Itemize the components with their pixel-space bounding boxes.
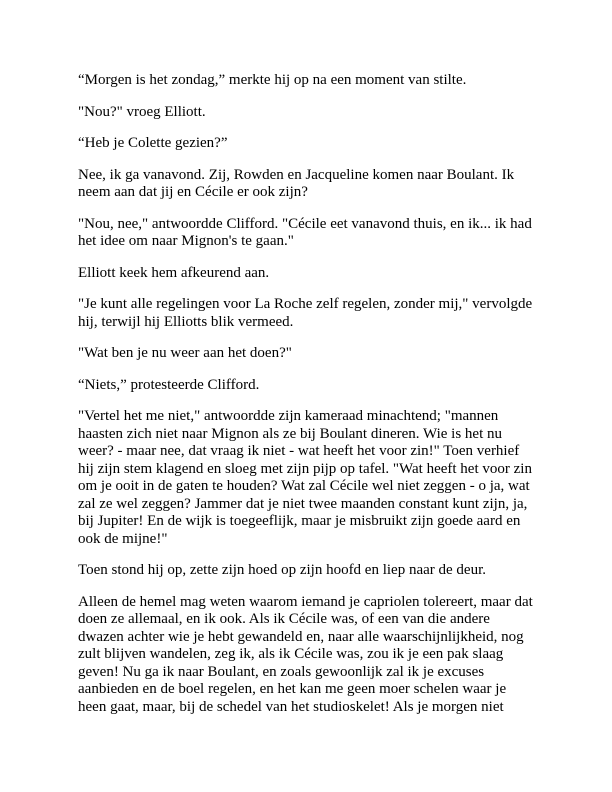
paragraph: Nee, ik ga vanavond. Zij, Rowden en Jacqueline komen naar Boulant. Ik neem aan dat jij en Cécile er ook zijn? [78, 166, 515, 200]
paragraph: Elliott keek hem afkeurend aan. [78, 264, 270, 281]
paragraph: "Nou, nee," antwoordde Clifford. "Cécile eet vanavond thuis, en ik... ik had het idee om naar Mignon's te gaan." [78, 215, 532, 249]
paragraph: "Nou?" vroeg Elliott. [78, 103, 206, 120]
paragraph: "Wat ben je nu weer aan het doen?" [78, 345, 292, 361]
paragraph: “Niets,” protesteerde Clifford. [78, 376, 260, 393]
paragraph: “Morgen is het zondag,” merkte hij op na een moment van stilte. [78, 72, 467, 88]
paragraph: "Vertel het me niet," antwoordde zijn kameraad minachtend; "mannen haasten zich niet naar Mignon als ze bij Boulant dineren. Wie is het nu weer? - maar nee, dat vraag ik niet - wat heeft het voor zin!" Toen verhief hij zijn stem klagend en sloeg met zijn pijp op tafel. "Wat heeft het voor zin om je ooit in de gaten te houden? Wat zal Cécile wel niet zeggen - o ja, wat zal ze wel zeggen? Jammer dat je niet twee maanden constant kunt zijn, ja, bij Jupiter! En de wijk is toegeeflijk, maar je misbruikt zijn goede aard en ook de mijne!" [78, 408, 532, 547]
paragraph: Toen stond hij op, zette zijn hoed op zijn hoofd en liep naar de deur. [78, 562, 487, 578]
paragraph: "Je kunt alle regelingen voor La Roche zelf regelen, zonder mij," vervolgde hij, terwijl hij Elliotts blik vermeed. [78, 296, 533, 330]
paragraph: “Heb je Colette gezien?” [78, 135, 228, 151]
paragraph: Alleen de hemel mag weten waarom iemand je capriolen tolereert, maar dat doen ze allemaal, en ik ook. Als ik Cécile was, of een van die andere dwazen achter wie je hebt gewandeld en, naar alle waarschijnlijkheid, nog zult blijven wandelen, zeg ik, als ik Cécile was, zou ik je een pak slaag geven! Nu ga ik naar Boulant, en zoals gewoonlijk zal ik je excuses aanbieden en de boel regelen, en het kan me geen moer schelen waar je heen gaat, maar, bij de schedel van het studioskelet! Als je morgen niet [78, 593, 533, 715]
body-text [78, 72, 538, 730]
